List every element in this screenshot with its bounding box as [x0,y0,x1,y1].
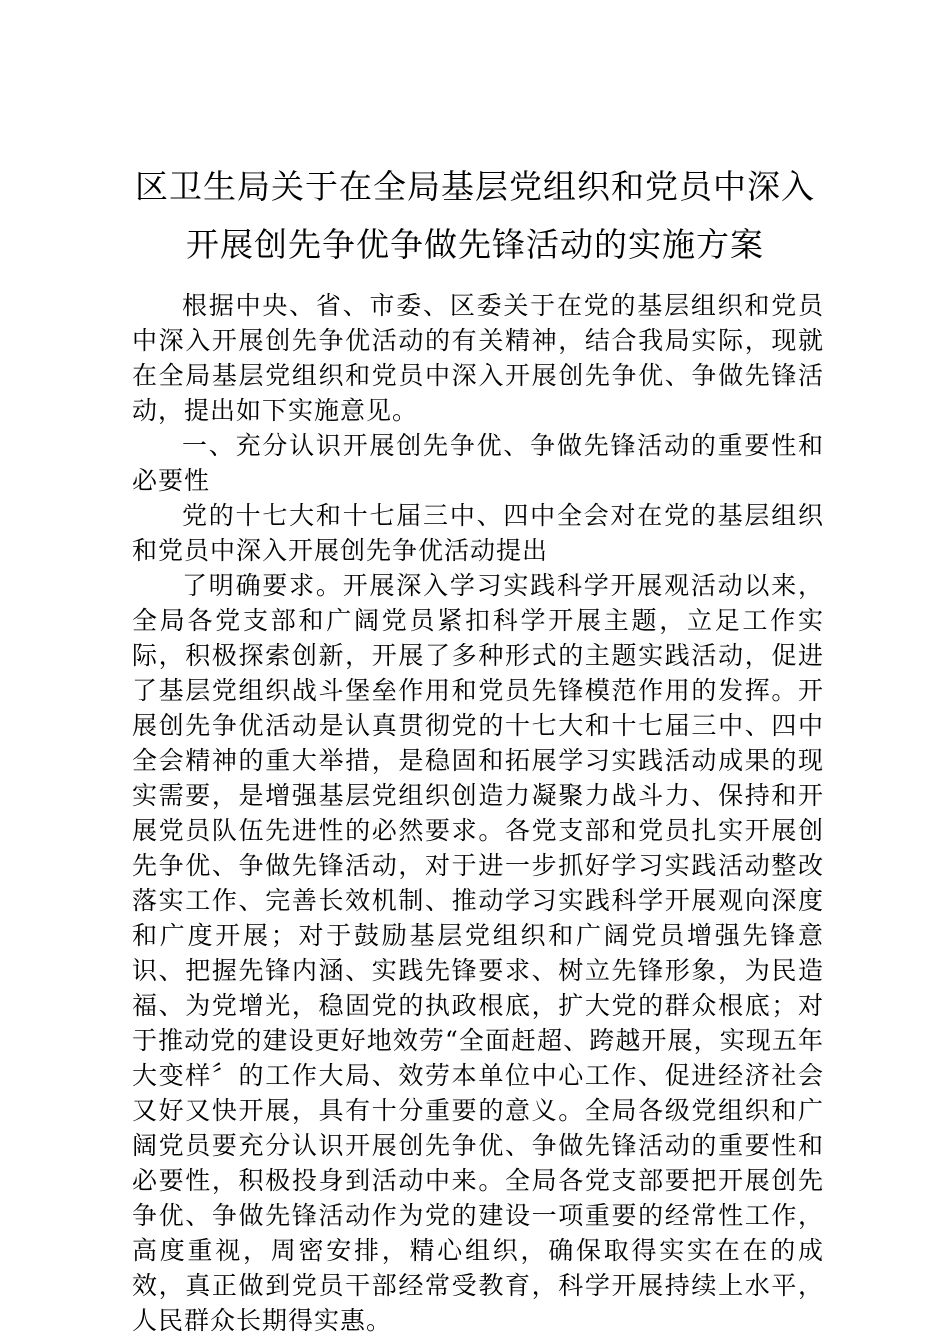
document-title [80,158,870,274]
paragraph-background: 党的十七大和十七届三中、四中全会对在党的基层组织和党员中深入开展创先争优活动提出 [132,501,824,565]
section-heading-1: 一、充分认识开展创先争优、争做先锋活动的重要性和必要性 [132,431,824,495]
paragraph-intro: 根据中央、省、市委、区委关于在党的基层组织和党员中深入开展创先争优活动的有关精神，结合我局实际，现就在全局基层党组织和党员中深入开展创先争优、争做先锋活动，提出如下实施意见。 [132,291,824,425]
document-body [132,288,824,1338]
paragraph-main: 了明确要求。开展深入学习实践科学开展观活动以来，全局各党支部和广阔党员紧扣科学开展主题，立足工作实际，积极探索创新，开展了多种形式的主题实践活动，促进了基层党组织战斗堡垒作用和党员先锋模范作用的发挥。开展创先争优活动是认真贯彻党的十七大和十七届三中、四中全会精神的重大举措，是稳固和拓展学习实践活动成果的现实需要，是增强基层党组织创造力凝聚力战斗力、保持和开展党员队伍先进性的必然要求。各党支部和党员扎实开展创先争优、争做先锋活动，对于进一步抓好学习实践活动整改落实工作、完善长效机制、推动学习实践科学开展观向深度和广度开展；对于鼓励基层党组织和广阔党员增强先锋意识、把握先锋内涵、实践先锋要求、树立先锋形象，为民造福、为党增光，稳固党的执政根底，扩大党的群众根底；对于推动党的建设更好地效劳“全面赶超、跨越开展，实现五年大变样〞的工作大局、效劳本单位中心工作、促进经济社会又好又快开展，具有十分重要的意义。全局各级党组织和广阔党员要充分认识开展创先争优、争做先锋活动的重要性和必要性，积极投身到活动中来。全局各党支部要把开展创先争优、争做先锋活动作为党的建设一项重要的经常性工作，高度重视，周密安排，精心组织，确保取得实实在在的成效，真正做到党员干部经常受教育，科学开展持续上水平，人民群众长期得实惠。 [132,571,824,1335]
title-line-2: 开展创先争优争做先锋活动的实施方案 [186,225,764,264]
title-line-1: 区卫生局关于在全局基层党组织和党员中深入 [135,167,815,206]
